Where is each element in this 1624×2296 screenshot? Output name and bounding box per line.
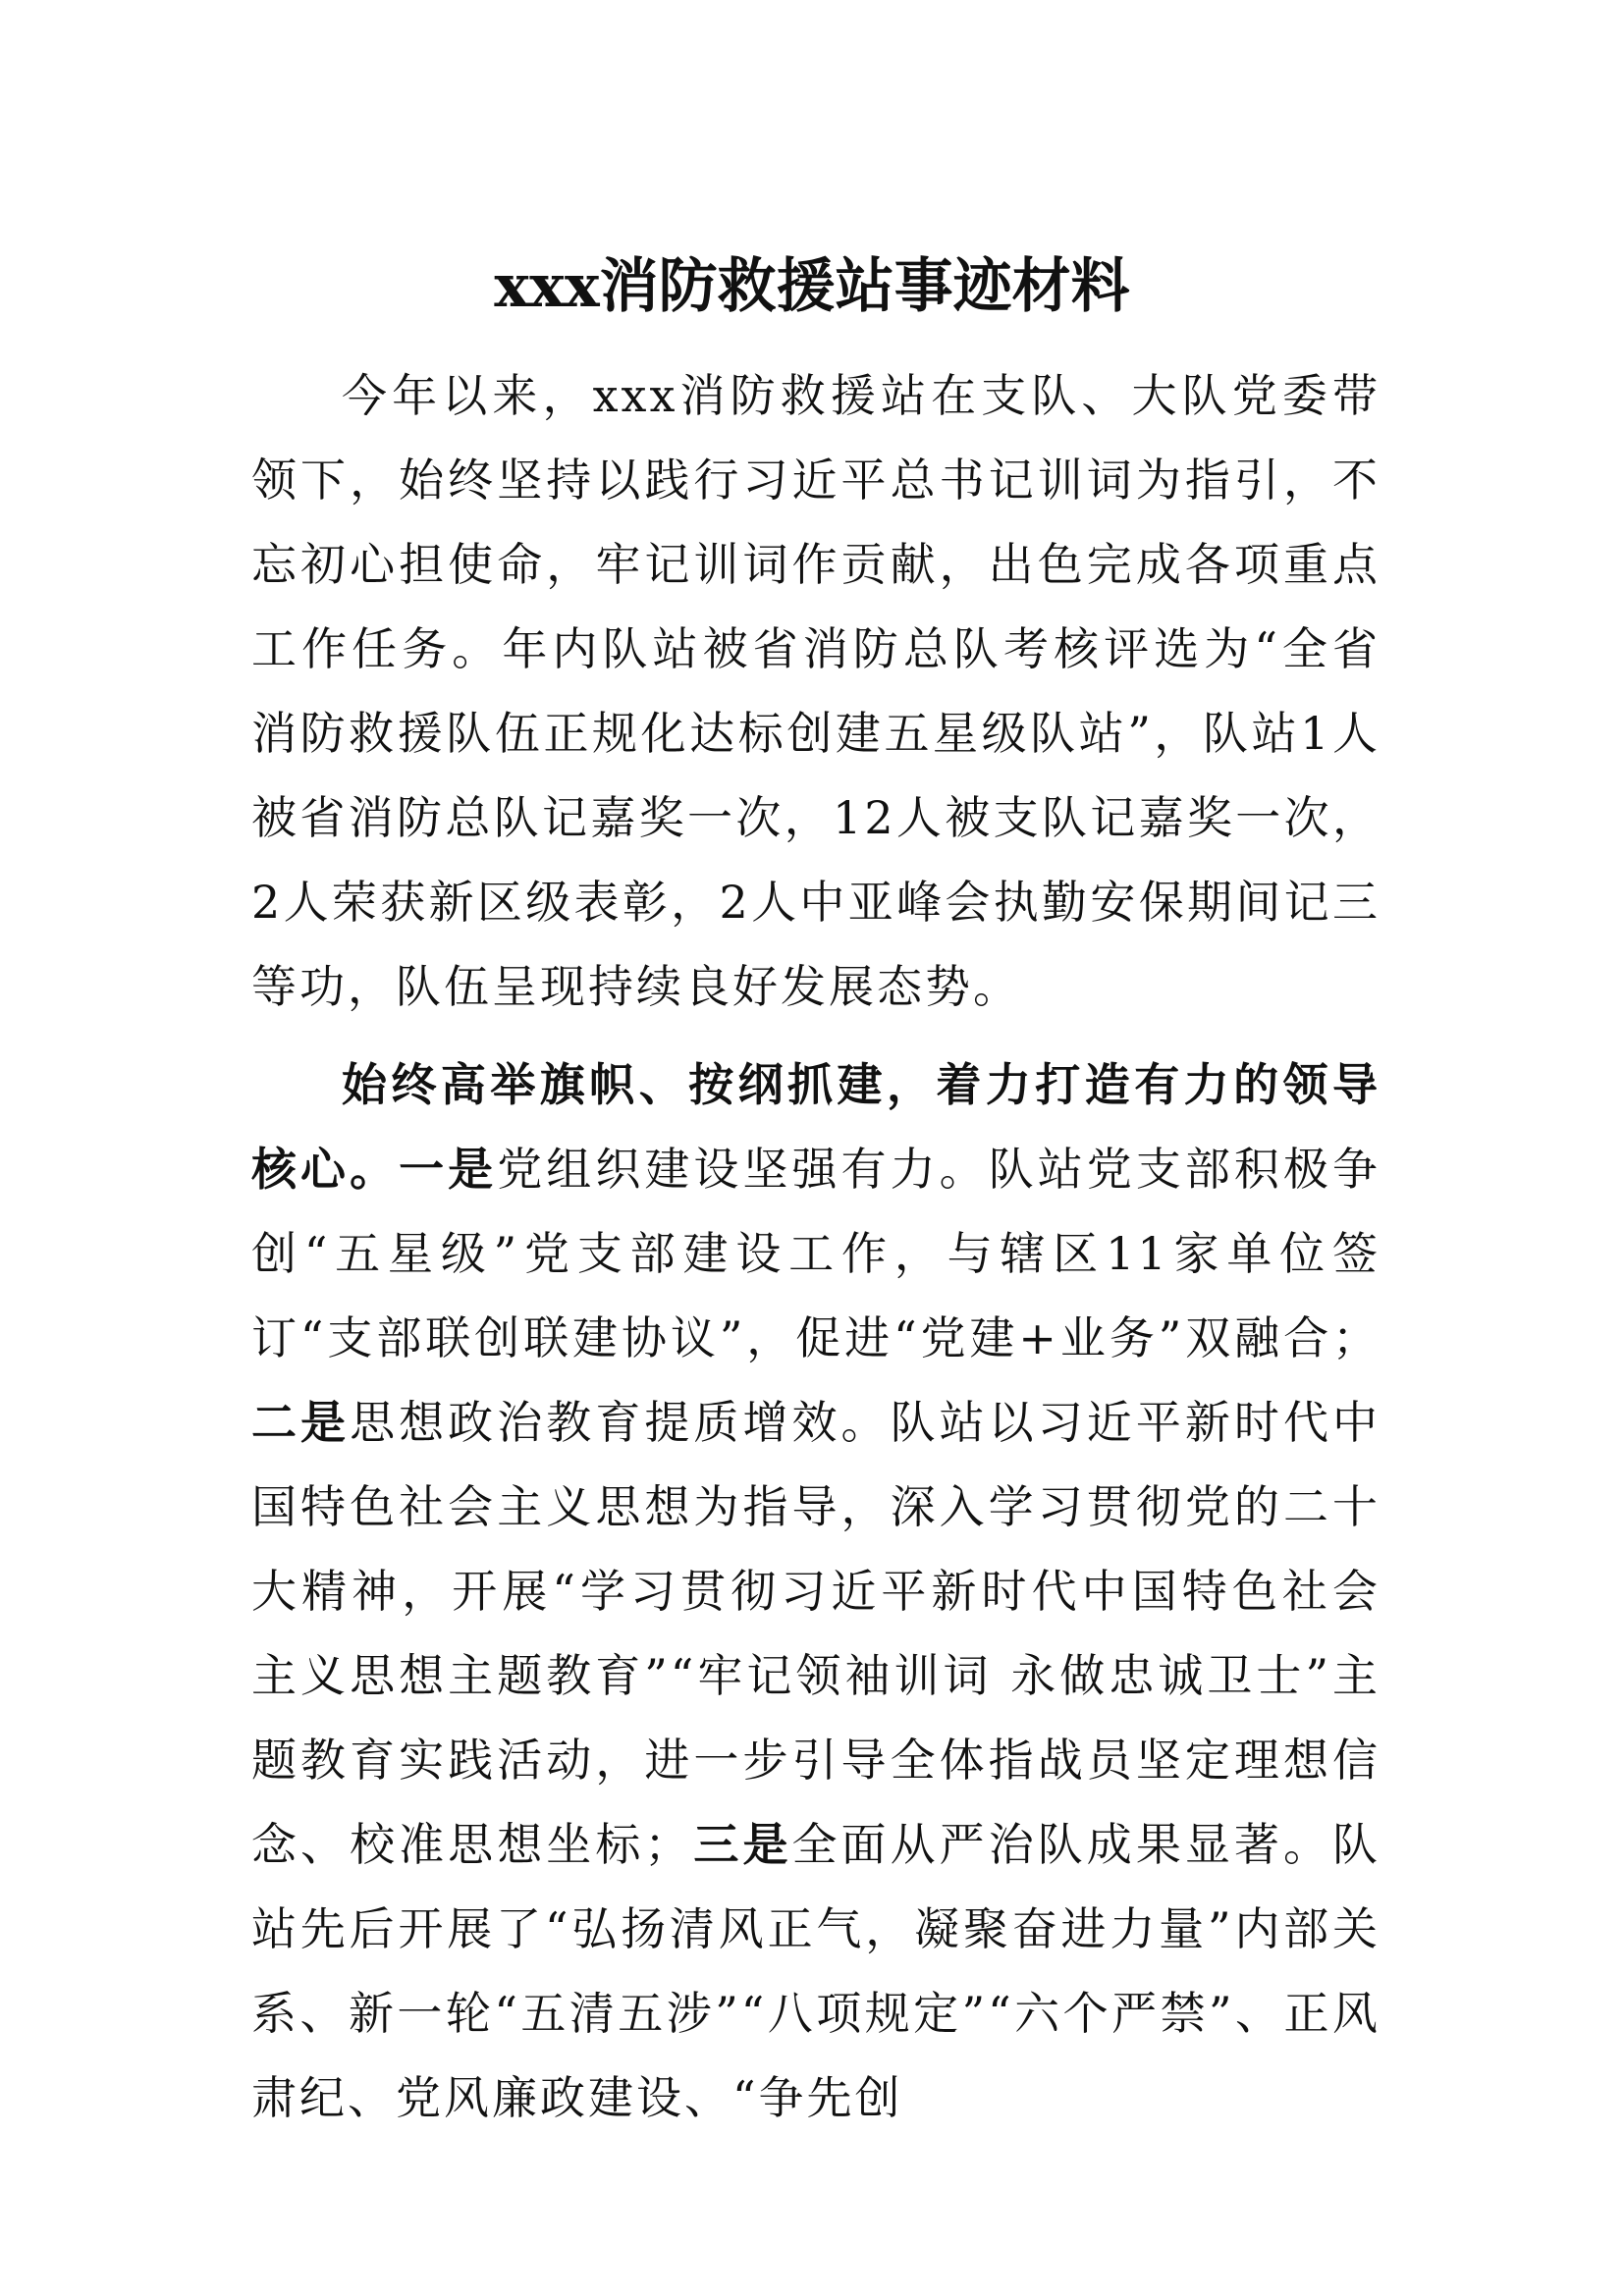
item-3-label: 三是 <box>692 1818 792 1871</box>
section-paragraph <box>251 1042 1380 2140</box>
intro-paragraph: 今年以来，xxx消防救援站在支队、大队党委带领下，始终坚持以践行习近平总书记训词为指引，不忘初心担使命，牢记训词作贡献，出色完成各项重点工作任务。年内队站被省消防总队考核评选为“全省消防救援队伍正规化达标创建五星级队站”，队站1人被省消防总队记嘉奖一次，12人被支队记嘉奖一次，2人荣获新区级表彰，2人中亚峰会执勤安保期间记三等功，队伍呈现持续良好发展态势。 <box>251 369 1380 1013</box>
item-2-label: 二是 <box>251 1396 351 1449</box>
item-1-label: 一是 <box>399 1143 498 1196</box>
item-2-text: 思想政治教育提质增效。队站以习近平新时代中国特色社会主义思想为指导，深入学习贯彻党的二十大精神，开展“学习贯彻习近平新时代中国特色社会主义思想主题教育”“牢记领袖训词 永做忠诚卫士”主题教育实践活动，进一步引导全体指战员坚定理想信念、校准思想坐标； <box>251 1396 1381 1871</box>
document-title: xxx消防救援站事迹材料 <box>494 252 1130 321</box>
section-heading: 始终高举旗帜、按纲抓建，着力打造有力的领导核心。 <box>251 1058 1380 1196</box>
item-3-text: 全面从严治队成果显著。队站先后开展了“弘扬清风正气，凝聚奋进力量”内部关系、新一轮“五清五涉”“八项规定”“六个严禁”、正风肃纪、党风廉政建设、“争先创 <box>251 1818 1381 2124</box>
document-body <box>251 353 1380 2140</box>
item-1-text: 党组织建设坚强有力。队站党支部积极争创“五星级”党支部建设工作，与辖区11家单位签订“支部联创联建协议”，促进“党建+业务”双融合； <box>251 1143 1381 1364</box>
